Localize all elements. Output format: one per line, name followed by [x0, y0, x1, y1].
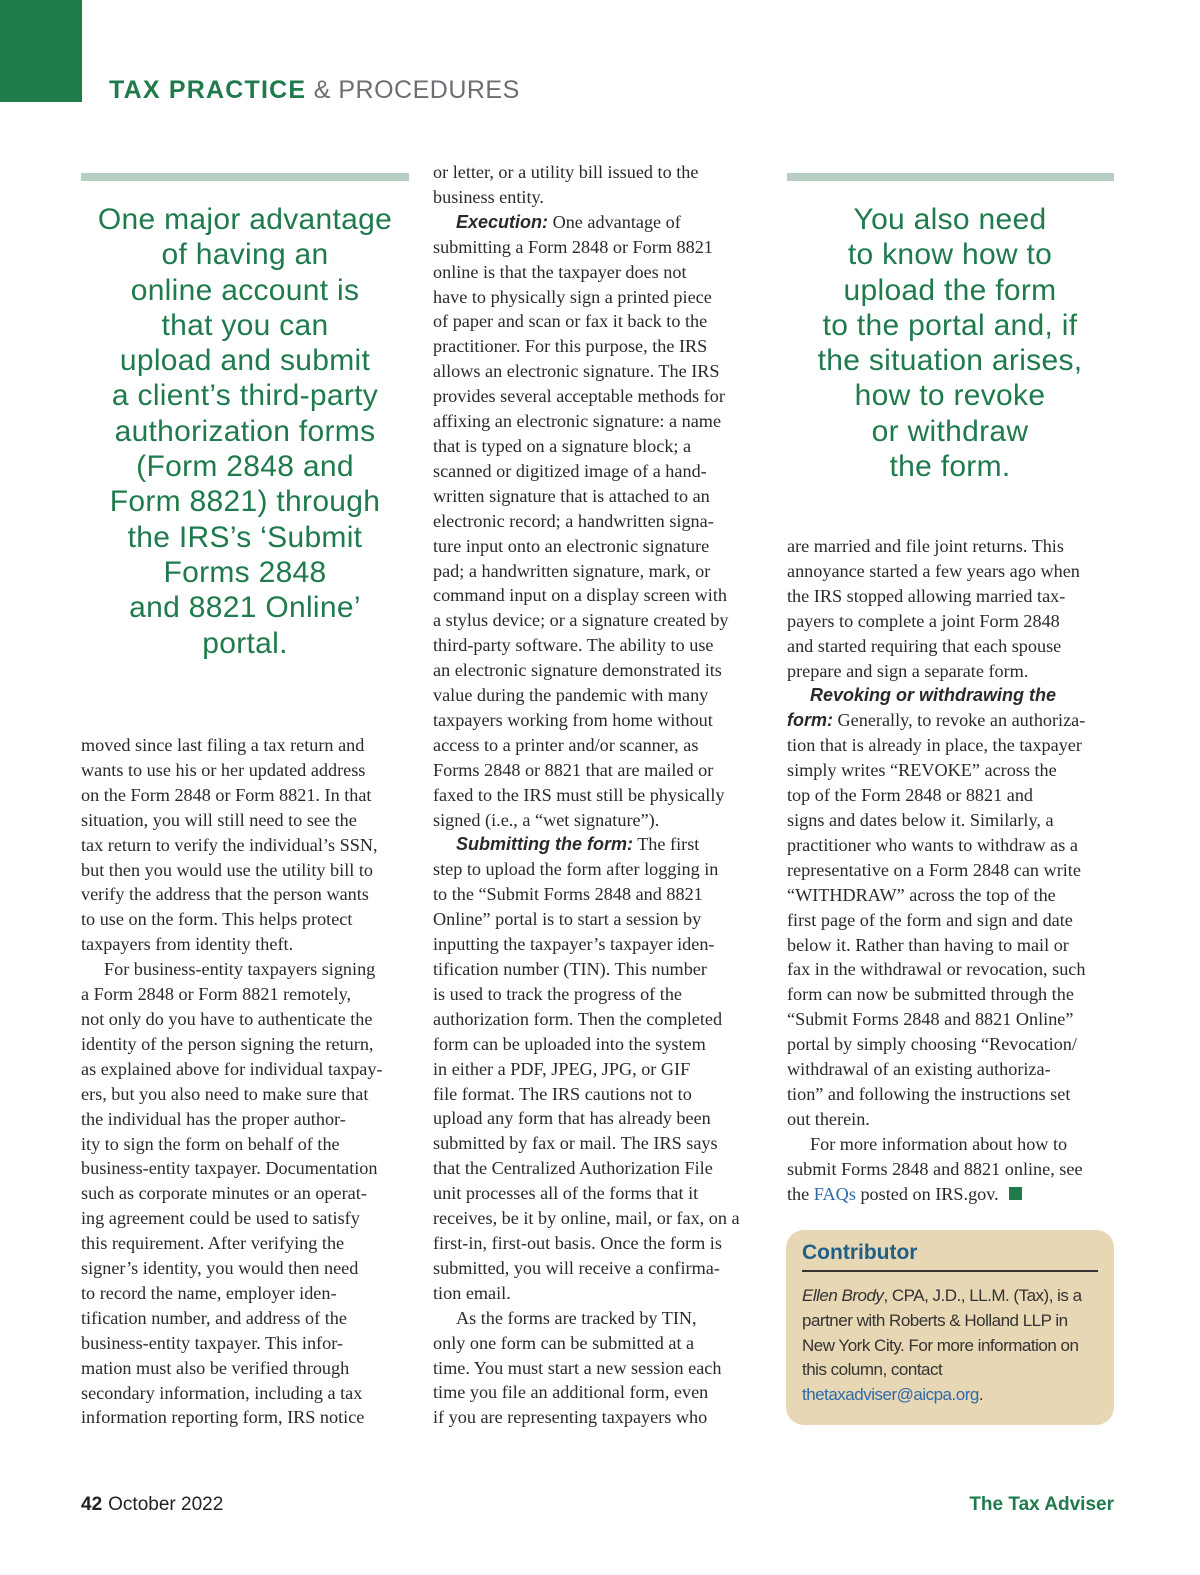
- text-line: third-party software. The ability to use: [433, 635, 714, 656]
- text-line: the IRS stopped allowing married tax-: [787, 585, 1066, 606]
- text-line: such as corporate minutes or an operat-: [81, 1183, 367, 1204]
- text-line: signed (i.e., a “wet signature”).: [433, 809, 660, 830]
- text-line: tion that is already in place, the taxpayer: [787, 735, 1082, 756]
- paragraph: [81, 957, 407, 1430]
- publication-name: The Tax Adviser: [969, 1494, 1114, 1515]
- text-line: taxpayers from identity theft.: [81, 934, 294, 955]
- text-line: posted on IRS.gov.: [855, 1183, 999, 1204]
- runin-heading-submitting: Submitting the form:: [456, 834, 633, 855]
- text-line: withdrawal of an existing authoriza-: [787, 1059, 1051, 1080]
- text-line: business-entity taxpayer. This infor-: [81, 1332, 343, 1353]
- text-line: provides several acceptable methods for: [433, 386, 725, 407]
- text-line: a stylus device; or a signature created by: [433, 610, 729, 631]
- text-line: top of the Form 2848 or 8821 and: [787, 785, 1034, 806]
- pullquote-line: to the portal and, if: [822, 308, 1078, 342]
- text-line: form can now be submitted through the: [787, 984, 1074, 1005]
- section-header: [109, 76, 520, 105]
- text-line: if you are representing taxpayers who: [433, 1407, 708, 1428]
- text-line: in either a PDF, JPEG, JPG, or GIF: [433, 1058, 691, 1079]
- pullquote-line: of having an: [161, 238, 329, 272]
- text-line: time you file an additional form, even: [433, 1382, 709, 1403]
- text-line: signer’s identity, you would then need: [81, 1258, 359, 1279]
- end-of-article-mark: [1009, 1187, 1022, 1200]
- paragraph-submitting: [433, 832, 759, 1305]
- text-line: wants to use his or her updated address: [81, 759, 366, 780]
- pullquote-line: or withdraw: [871, 414, 1029, 448]
- faqs-link[interactable]: FAQs: [813, 1183, 856, 1204]
- pullquote-line: the situation arises,: [817, 344, 1083, 378]
- contributor-box: [786, 1230, 1114, 1425]
- text-line: prepare and sign a separate form.: [787, 660, 1029, 681]
- paragraph: [81, 733, 407, 957]
- text-line: authorization form. Then the completed: [433, 1008, 723, 1029]
- text-line: verify the address that the person wants: [81, 884, 369, 905]
- pullquote-line: the IRS’s ‘Submit: [127, 520, 363, 554]
- runin-heading-revoking-cont: form:: [787, 710, 833, 731]
- text-line: first-in, first-out basis. Once the form is: [433, 1232, 722, 1253]
- text-line: New York City. For more information on: [802, 1335, 1079, 1355]
- text-line: fax in the withdrawal or revocation, such: [787, 959, 1086, 980]
- paragraph-final: [787, 1132, 1113, 1207]
- pullquote-line: to know how to: [847, 238, 1053, 272]
- text-line: affixing an electronic signature: a name: [433, 411, 722, 432]
- pullquote-line: portal.: [202, 626, 288, 660]
- text-line: not only do you have to authenticate the: [81, 1008, 373, 1029]
- text-line: For more information about how to: [810, 1133, 1068, 1154]
- text-line: that is typed on a signature block; a: [433, 435, 692, 456]
- text-line: tion” and following the instructions set: [787, 1083, 1071, 1104]
- section-header-strong: TAX PRACTICE: [109, 76, 307, 104]
- text-line: simply writes “REVOKE” across the: [787, 760, 1057, 781]
- text-line: annoyance started a few years ago when: [787, 560, 1080, 581]
- paragraph-revoking: [787, 683, 1113, 1131]
- pullquote-line: (Form 2848 and: [136, 450, 354, 484]
- text-line: business-entity taxpayer. Documentation: [81, 1158, 378, 1179]
- footer-page-info: [81, 1494, 223, 1516]
- text-line: partner with Roberts & Holland LLP in: [802, 1310, 1068, 1330]
- text-line: For business-entity taxpayers signing: [104, 959, 376, 980]
- text-line: One advantage of: [548, 211, 681, 232]
- text-line: tification number, and address of the: [81, 1307, 347, 1328]
- text-line: this column, contact: [802, 1360, 943, 1380]
- text-line: signs and dates below it. Similarly, a: [787, 809, 1054, 830]
- pullquote-right: [787, 202, 1113, 484]
- text-line: below it. Rather than having to mail or: [787, 934, 1069, 955]
- text-line: tion email.: [433, 1282, 511, 1303]
- paragraph: [787, 534, 1113, 683]
- pullquote-left: [80, 202, 410, 661]
- text-line: upload any form that has already been: [433, 1108, 711, 1129]
- text-line: submit Forms 2848 and 8821 online, see: [787, 1158, 1083, 1179]
- pullquote-line: that you can: [161, 308, 329, 342]
- text-line: identity of the person signing the return,: [81, 1033, 374, 1054]
- text-line: this requirement. After verifying the: [81, 1233, 345, 1254]
- text-line: and started requiring that each spouse: [787, 635, 1062, 656]
- pullquote-line: the form.: [889, 450, 1011, 484]
- text-line: practitioner. For this purpose, the IRS: [433, 336, 708, 357]
- text-line: access to a printer and/or scanner, as: [433, 734, 699, 755]
- text-line: portal by simply choosing “Revocation/: [787, 1034, 1077, 1055]
- pullquote-right-rule: [787, 173, 1114, 181]
- text-line: a Form 2848 or Form 8821 remotely,: [81, 984, 352, 1005]
- text-line: Generally, to revoke an authoriza-: [833, 710, 1086, 731]
- issue-date: October 2022: [108, 1494, 224, 1515]
- runin-heading-revoking: Revoking or withdrawing the: [810, 685, 1057, 706]
- text-line: is used to track the progress of the: [433, 983, 683, 1004]
- text-line: inputting the taxpayer’s taxpayer iden-: [433, 934, 715, 955]
- text-line: faxed to the IRS must still be physically: [433, 784, 725, 805]
- text-line: command input on a display screen with: [433, 585, 727, 606]
- text-line: time. You must start a new session each: [433, 1357, 722, 1378]
- text-line: or letter, or a utility bill issued to the: [433, 162, 699, 182]
- text-line: Online” portal is to start a session by: [433, 909, 702, 930]
- text-line: written signature that is attached to an: [433, 485, 710, 506]
- pullquote-line: and 8821 Online’: [129, 591, 361, 625]
- text-line: information reporting form, IRS notice: [81, 1407, 365, 1428]
- pullquote-line: a client’s third-party: [111, 379, 379, 413]
- text-line: form can be uploaded into the system: [433, 1033, 706, 1054]
- text-line: business entity.: [433, 186, 544, 207]
- contributor-email-link[interactable]: thetaxadviser@aicpa.org: [802, 1385, 979, 1405]
- section-header-light: & PROCEDURES: [313, 76, 520, 104]
- pullquote-line: upload the form: [843, 273, 1057, 307]
- text-line: , CPA, J.D., LL.M. (Tax), is a: [883, 1286, 1082, 1305]
- text-line: secondary information, including a tax: [81, 1382, 363, 1403]
- paragraph: [433, 160, 759, 210]
- text-line: step to upload the form after logging in: [433, 859, 719, 880]
- text-line: .: [978, 1385, 984, 1405]
- pullquote-line: You also need: [853, 203, 1047, 236]
- body-column-2: [433, 160, 759, 1430]
- text-line: moved since last filing a tax return and: [81, 735, 365, 755]
- text-line: taxpayers working from home without: [433, 709, 713, 730]
- text-line: an electronic signature demonstrated its: [433, 660, 722, 681]
- text-line: tification number (TIN). This number: [433, 959, 707, 979]
- text-line: submitted by fax or mail. The IRS says: [433, 1133, 718, 1154]
- text-line: payers to complete a joint Form 2848: [787, 610, 1060, 631]
- text-line: online is that the taxpayer does not: [433, 261, 687, 282]
- text-line: mation must also be verified through: [81, 1357, 350, 1378]
- paragraph: [433, 1306, 759, 1431]
- text-line: are married and file joint returns. This: [787, 536, 1064, 556]
- text-line: scanned or digitized image of a hand-: [433, 460, 707, 481]
- text-line: that the Centralized Authorization File: [433, 1158, 713, 1179]
- text-line: the: [787, 1183, 814, 1204]
- text-line: situation, you will still need to see the: [81, 809, 357, 830]
- text-line: on the Form 2848 or Form 8821. In that: [81, 784, 372, 805]
- text-line: as explained above for individual taxpay-: [81, 1058, 383, 1079]
- text-line: to the “Submit Forms 2848 and 8821: [433, 884, 703, 905]
- body-column-1: [81, 733, 407, 1430]
- text-line: out therein.: [787, 1108, 870, 1129]
- text-line: practitioner who wants to withdraw as a: [787, 834, 1078, 855]
- text-line: have to physically sign a printed piece: [433, 286, 712, 307]
- text-line: only one form can be submitted at a: [433, 1332, 695, 1353]
- pullquote-left-rule: [81, 173, 409, 181]
- text-line: Forms 2848 or 8821 that are mailed or: [433, 759, 714, 780]
- text-line: but then you would use the utility bill to: [81, 859, 373, 880]
- pullquote-line: Form 8821) through: [109, 485, 381, 519]
- pullquote-line: Forms 2848: [163, 555, 327, 589]
- text-line: pad; a handwritten signature, mark, or: [433, 560, 711, 581]
- pullquote-line: online account is: [130, 273, 360, 307]
- text-line: unit processes all of the forms that it: [433, 1183, 699, 1204]
- text-line: ity to sign the form on behalf of the: [81, 1133, 340, 1154]
- pullquote-line: upload and submit: [119, 344, 371, 378]
- paragraph-execution: [433, 210, 759, 833]
- text-line: “WITHDRAW” across the top of the: [787, 884, 1056, 905]
- text-line: ing agreement could be used to satisfy: [81, 1208, 360, 1229]
- text-line: The first: [632, 834, 700, 855]
- text-line: file format. The IRS cautions not to: [433, 1083, 692, 1104]
- pullquote-line: how to revoke: [854, 379, 1046, 413]
- text-line: allows an electronic signature. The IRS: [433, 361, 720, 382]
- text-line: representative on a Form 2848 can write: [787, 859, 1081, 880]
- text-line: value during the pandemic with many: [433, 685, 709, 706]
- text-line: the individual has the proper author-: [81, 1108, 346, 1129]
- pullquote-line: authorization forms: [114, 414, 376, 448]
- body-column-3: [787, 534, 1113, 1206]
- text-line: to record the name, employer iden-: [81, 1282, 337, 1303]
- text-line: electronic record; a handwritten signa-: [433, 510, 714, 531]
- text-line: As the forms are tracked by TIN,: [456, 1307, 697, 1328]
- text-line: to use on the form. This helps protect: [81, 909, 353, 930]
- text-line: submitting a Form 2848 or Form 8821: [433, 236, 713, 257]
- text-line: ture input onto an electronic signature: [433, 535, 710, 556]
- contributor-name: Ellen Brody: [802, 1286, 884, 1305]
- text-line: of paper and scan or fax it back to the: [433, 311, 708, 332]
- page-number: 42: [81, 1494, 103, 1515]
- text-line: tax return to verify the individual’s SSN,: [81, 834, 378, 855]
- text-line: submitted, you will receive a confirma-: [433, 1257, 720, 1278]
- text-line: first page of the form and sign and date: [787, 909, 1073, 930]
- text-line: “Submit Forms 2848 and 8821 Online”: [787, 1009, 1074, 1030]
- pullquote-line: One major advantage: [97, 203, 393, 236]
- contributor-title: Contributor: [802, 1241, 1098, 1272]
- text-line: ers, but you also need to make sure that: [81, 1083, 369, 1104]
- corner-color-block: [0, 0, 82, 102]
- runin-heading-execution: Execution:: [456, 211, 549, 232]
- text-line: receives, be it by online, mail, or fax, on a: [433, 1208, 740, 1229]
- contributor-bio: [802, 1284, 1102, 1408]
